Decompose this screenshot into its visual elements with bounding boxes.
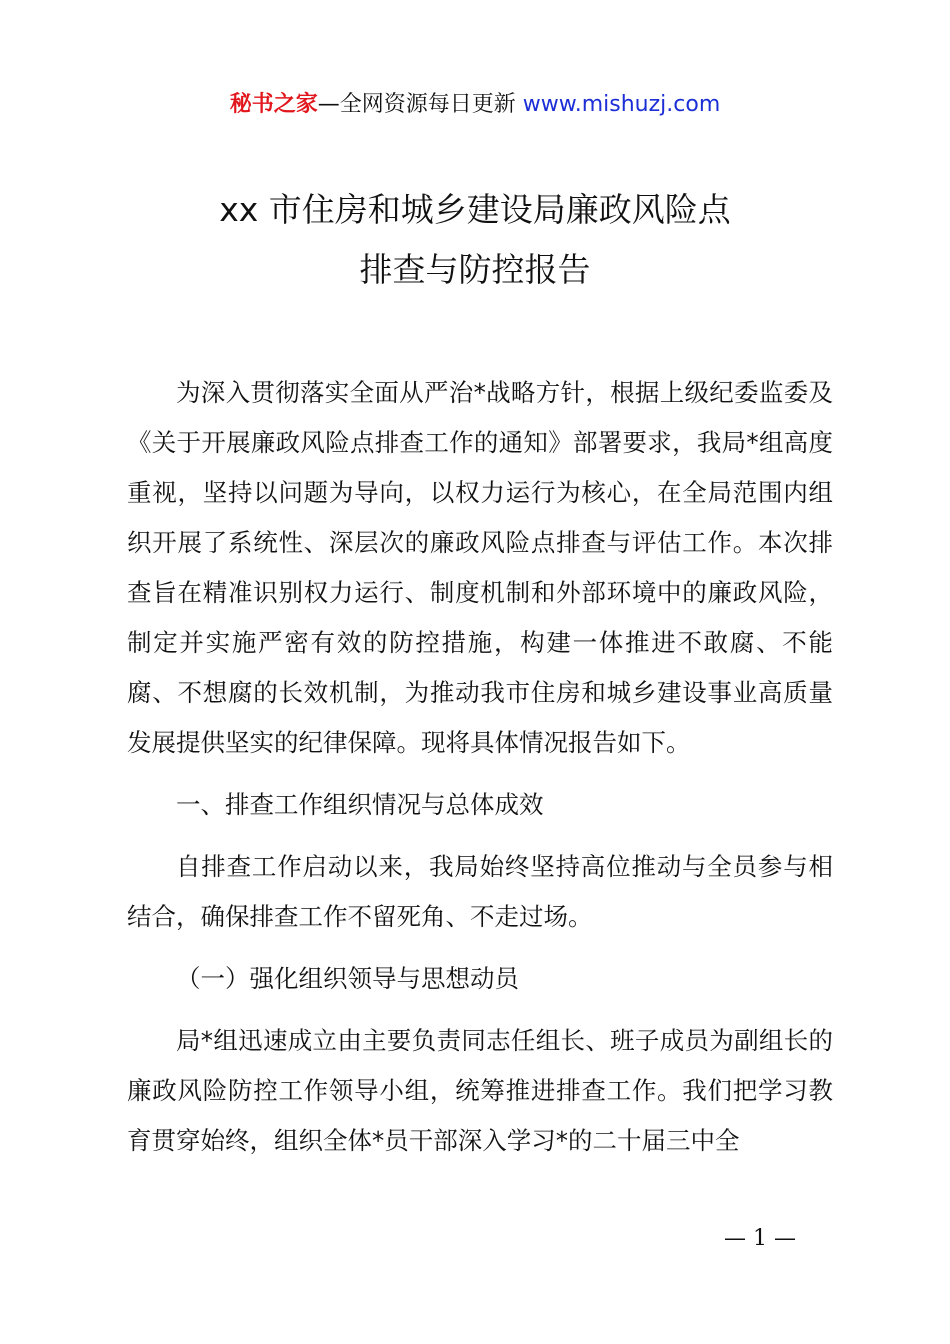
subsection-heading-1: （一）强化组织领导与思想动员 — [176, 964, 519, 993]
section-heading-1: 一、排查工作组织情况与总体成效 — [176, 790, 544, 819]
page-number: — 1 — — [724, 1226, 796, 1251]
header-tagline: —全网资源每日更新 — [317, 92, 523, 117]
document-body — [127, 368, 833, 1178]
site-header-banner — [0, 88, 950, 122]
brand-name: 秘书之家 — [229, 92, 318, 117]
site-url-link[interactable]: www.mishuzj.com — [522, 92, 721, 117]
intro-paragraph: 为深入贯彻落实全面从严治*战略方针，根据上级纪委监委及《关于开展廉政风险点排查工作的通知》部署要求，我局*组高度重视，坚持以问题为导向，以权力运行为核心，在全局范围内组织开展了系统性、深层次的廉政风险点排查与评估工作。本次排查旨在精准识别权力运行、制度机制和外部环境中的廉政风险，制定并实施严密有效的防控措施，构建一体推进不敢腐、不能腐、不想腐的长效机制，为推动我市住房和城乡建设事业高质量发展提供坚实的纪律保障。现将具体情况报告如下。 — [127, 378, 833, 757]
document-title — [0, 180, 950, 300]
document-title-line-1: xx 市住房和城乡建设局廉政风险点 — [219, 190, 731, 229]
section-1-paragraph: 自排查工作启动以来，我局始终坚持高位推动与全员参与相结合，确保排查工作不留死角、不走过场。 — [127, 852, 833, 931]
document-title-line-2: 排查与防控报告 — [359, 250, 591, 289]
subsection-1-paragraph: 局*组迅速成立由主要负责同志任组长、班子成员为副组长的廉政风险防控工作领导小组，统筹推进排查工作。我们把学习教育贯穿始终，组织全体*员干部深入学习*的二十届三中全 — [127, 1026, 833, 1155]
